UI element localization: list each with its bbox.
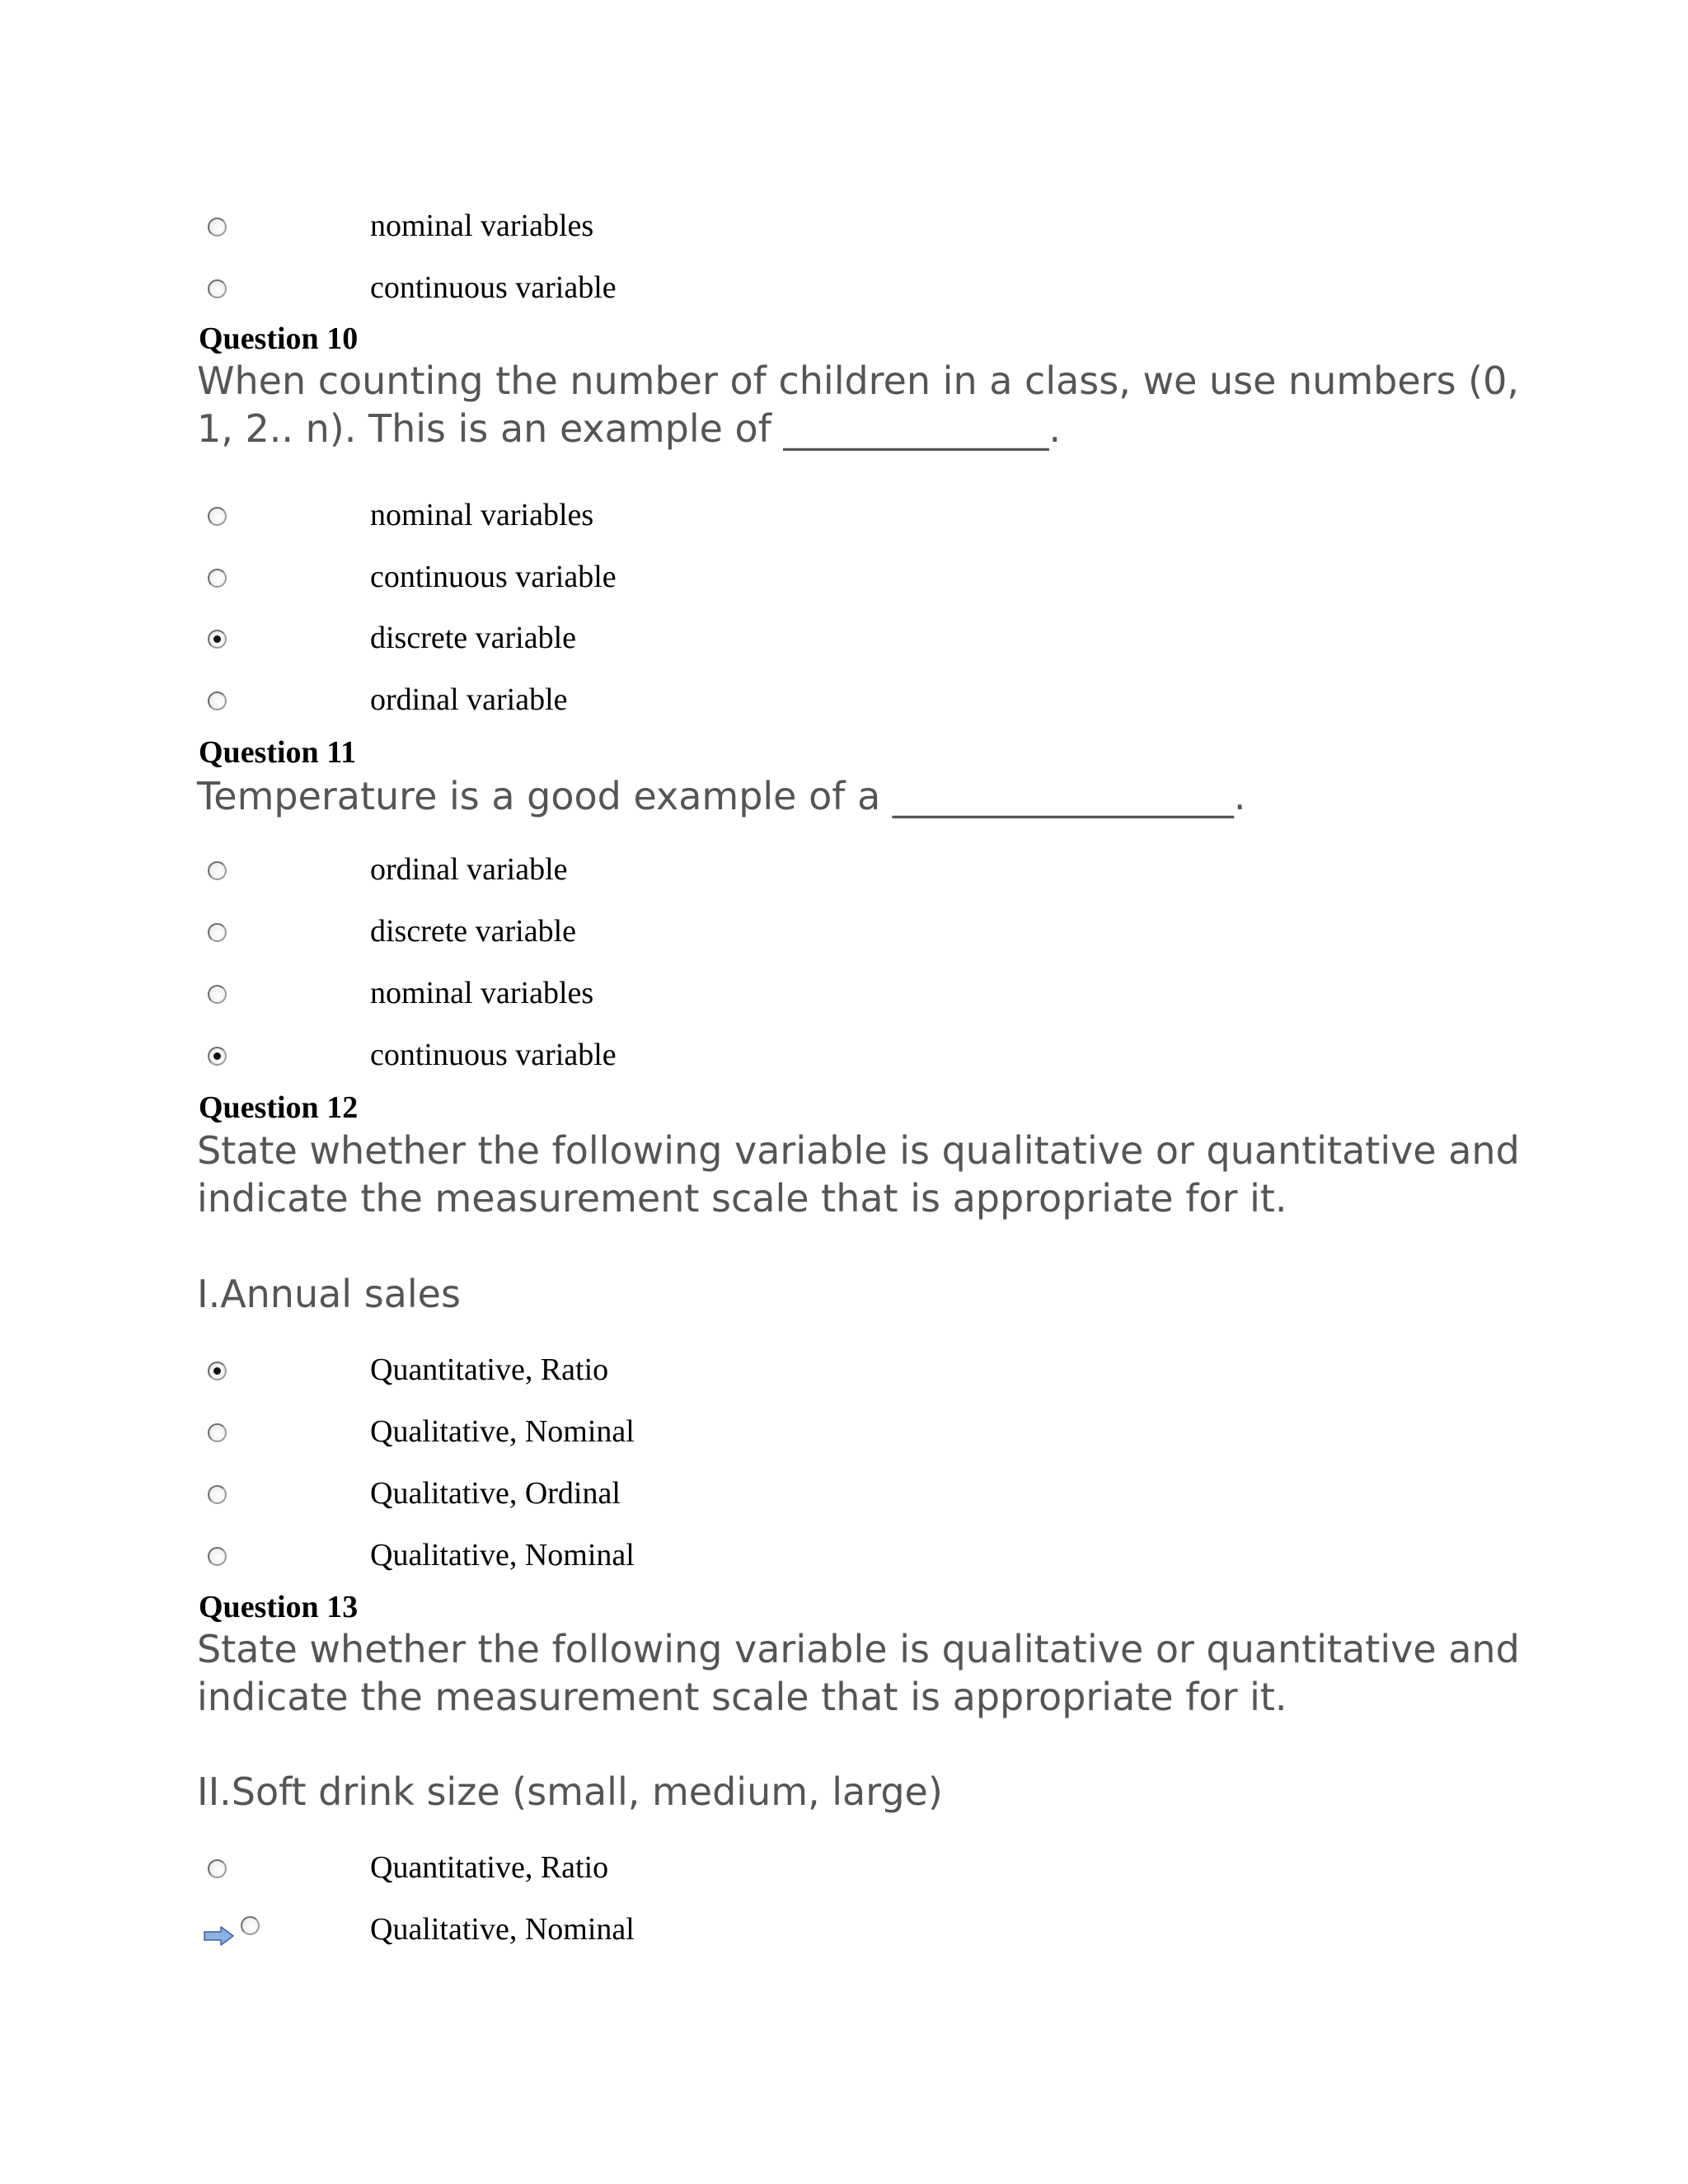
q11-option-1[interactable] [0, 851, 989, 901]
q13-option-2[interactable] [0, 1911, 989, 1961]
option-label: nominal variables [370, 209, 594, 243]
option-label: Qualitative, Nominal [370, 1912, 635, 1947]
q10-option-3[interactable] [0, 620, 989, 669]
question-11-title: Question 11 [199, 735, 357, 770]
radio-button[interactable] [208, 1859, 227, 1878]
q12-option-3[interactable] [0, 1475, 989, 1525]
radio-dot [213, 1367, 221, 1375]
option-label: continuous variable [370, 270, 617, 305]
radio-button[interactable] [208, 985, 227, 1004]
q12-option-1[interactable] [0, 1352, 989, 1401]
radio-button[interactable] [208, 630, 227, 649]
radio-button[interactable] [208, 861, 227, 880]
q10-option-1[interactable] [0, 497, 989, 546]
prev-option-1[interactable] [0, 208, 989, 257]
arrow-right-icon [204, 1926, 235, 1946]
option-label: Quantitative, Ratio [370, 1850, 609, 1885]
q10-option-2[interactable] [0, 559, 989, 608]
question-10-text: When counting the number of children in a class, we use numbers (0, 1, 2.. n). This is an example of ______________. [197, 359, 1520, 451]
prev-option-2[interactable] [0, 269, 989, 319]
q13-option-1[interactable] [0, 1849, 989, 1899]
option-label: ordinal variable [370, 852, 568, 887]
radio-dot [213, 1052, 221, 1060]
question-12-subtext: I.Annual sales [197, 1272, 461, 1316]
option-label: discrete variable [370, 621, 577, 655]
radio-button[interactable] [208, 1485, 227, 1504]
q11-option-2[interactable] [0, 913, 989, 963]
option-label: Qualitative, Nominal [370, 1414, 635, 1449]
q10-option-4[interactable] [0, 682, 989, 731]
question-12-text: State whether the following variable is qualitative or quantitative and indicate the measurement scale that is appropriate for it. [197, 1128, 1520, 1221]
option-label: ordinal variable [370, 682, 568, 717]
q11-option-3[interactable] [0, 975, 989, 1024]
q12-option-2[interactable] [0, 1413, 989, 1463]
option-label: Qualitative, Ordinal [370, 1476, 621, 1511]
radio-button[interactable] [208, 507, 227, 526]
radio-dot [213, 635, 221, 643]
radio-button[interactable] [208, 691, 227, 710]
radio-button[interactable] [208, 569, 227, 588]
question-10-title: Question 10 [199, 321, 359, 356]
question-11-text: Temperature is a good example of a __________________. [197, 774, 1246, 818]
option-label: nominal variables [370, 976, 594, 1010]
question-13-text: State whether the following variable is qualitative or quantitative and indicate the measurement scale that is appropriate for it. [197, 1627, 1520, 1719]
option-label: discrete variable [370, 914, 577, 949]
q12-option-4[interactable] [0, 1537, 989, 1586]
option-label: Qualitative, Nominal [370, 1538, 635, 1572]
question-12-title: Question 12 [199, 1090, 359, 1125]
radio-button[interactable] [208, 1423, 227, 1442]
radio-button[interactable] [208, 1361, 227, 1380]
radio-button[interactable] [241, 1916, 260, 1935]
radio-button[interactable] [208, 218, 227, 237]
q11-option-4[interactable] [0, 1037, 989, 1086]
option-label: continuous variable [370, 560, 617, 594]
question-13-title: Question 13 [199, 1590, 359, 1624]
radio-button[interactable] [208, 279, 227, 298]
option-label: nominal variables [370, 498, 594, 532]
radio-button[interactable] [208, 1047, 227, 1066]
radio-button[interactable] [208, 1547, 227, 1566]
question-13-subtext: II.Soft drink size (small, medium, large) [197, 1769, 943, 1814]
radio-button[interactable] [208, 923, 227, 942]
option-label: continuous variable [370, 1038, 617, 1072]
option-label: Quantitative, Ratio [370, 1352, 609, 1387]
